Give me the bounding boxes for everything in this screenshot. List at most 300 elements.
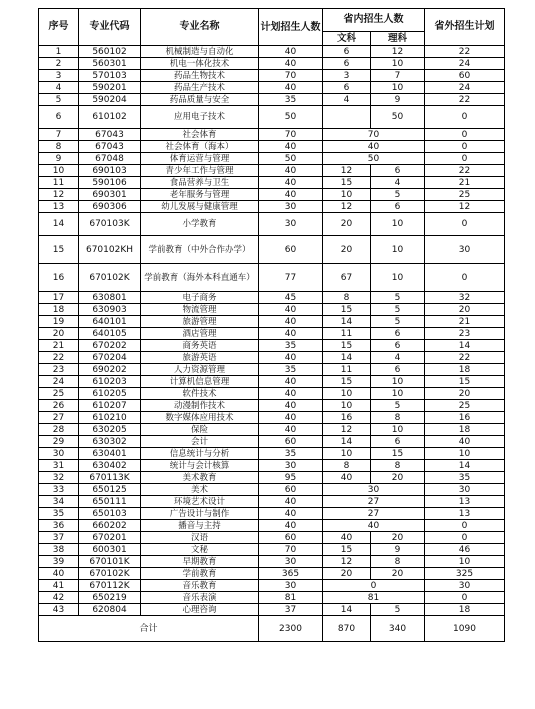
cell-no: 27 [39,412,79,424]
cell-code: 67043 [79,141,141,153]
cell-plan: 77 [259,264,323,292]
cell-out: 22 [425,165,505,177]
cell-li: 10 [371,236,425,264]
cell-no: 18 [39,304,79,316]
cell-name: 人力资源管理 [141,364,259,376]
cell-no: 28 [39,424,79,436]
cell-no: 17 [39,292,79,304]
cell-wen: 10 [323,448,371,460]
cell-no: 40 [39,568,79,580]
cell-name: 美术教育 [141,472,259,484]
cell-li: 10 [371,82,425,94]
table-row [39,472,505,484]
table-row [39,165,505,177]
cell-li: 6 [371,340,425,352]
cell-plan: 40 [259,520,323,532]
table-row [39,436,505,448]
cell-code: 590106 [79,177,141,189]
cell-inprov-merged: 0 [323,580,425,592]
cell-li: 6 [371,364,425,376]
cell-wen: 10 [323,400,371,412]
cell-li: 10 [371,376,425,388]
cell-out: 18 [425,604,505,616]
table-row [39,604,505,616]
cell-li: 5 [371,604,425,616]
cell-no: 24 [39,376,79,388]
cell-plan: 40 [259,316,323,328]
cell-plan: 40 [259,328,323,340]
cell-name: 物流管理 [141,304,259,316]
table-row [39,82,505,94]
cell-no: 42 [39,592,79,604]
table-row [39,153,505,165]
cell-name: 体育运营与管理 [141,153,259,165]
cell-plan: 70 [259,70,323,82]
cell-name: 动漫制作技术 [141,400,259,412]
cell-name: 酒店管理 [141,328,259,340]
cell-name: 学前教育（中外合作办学） [141,236,259,264]
cell-code: 560301 [79,58,141,70]
table-row [39,412,505,424]
table-row [39,568,505,580]
table-row [39,448,505,460]
cell-plan: 40 [259,496,323,508]
cell-no: 9 [39,153,79,165]
cell-code: 630402 [79,460,141,472]
cell-wen: 11 [323,364,371,376]
cell-no: 31 [39,460,79,472]
cell-name: 心理咨询 [141,604,259,616]
cell-plan: 45 [259,292,323,304]
cell-out: 14 [425,340,505,352]
cell-wen: 15 [323,177,371,189]
cell-code: 630205 [79,424,141,436]
table-row [39,328,505,340]
cell-li: 10 [371,58,425,70]
cell-name: 社会体育 [141,129,259,141]
cell-code: 650103 [79,508,141,520]
cell-code: 67048 [79,153,141,165]
cell-out: 25 [425,400,505,412]
cell-plan: 35 [259,364,323,376]
table-row [39,106,505,129]
cell-li: 20 [371,472,425,484]
cell-name: 食品营养与卫生 [141,177,259,189]
table-row [39,484,505,496]
cell-plan: 70 [259,544,323,556]
cell-plan: 40 [259,304,323,316]
cell-name: 音乐教育 [141,580,259,592]
cell-inprov-merged: 30 [323,484,425,496]
cell-code: 650219 [79,592,141,604]
header-row [39,9,505,32]
cell-name: 音乐表演 [141,592,259,604]
cell-li: 8 [371,556,425,568]
cell-inprov-merged: 70 [323,129,425,141]
cell-li: 8 [371,412,425,424]
table-row [39,520,505,532]
table-row [39,316,505,328]
cell-plan: 30 [259,460,323,472]
cell-wen: 40 [323,532,371,544]
cell-code: 650125 [79,484,141,496]
table-row [39,592,505,604]
cell-name: 会计 [141,436,259,448]
cell-code: 610210 [79,412,141,424]
cell-wen: 10 [323,189,371,201]
cell-plan: 30 [259,213,323,236]
cell-plan: 70 [259,129,323,141]
cell-plan: 40 [259,352,323,364]
cell-li: 6 [371,328,425,340]
cell-no: 22 [39,352,79,364]
table-row [39,292,505,304]
cell-plan: 40 [259,412,323,424]
cell-wen: 14 [323,604,371,616]
table-row [39,364,505,376]
cell-no: 34 [39,496,79,508]
cell-plan: 60 [259,436,323,448]
cell-out: 13 [425,508,505,520]
cell-li: 4 [371,177,425,189]
cell-name: 老年服务与管理 [141,189,259,201]
cell-wen: 12 [323,556,371,568]
cell-out: 0 [425,520,505,532]
cell-li: 10 [371,388,425,400]
header-name: 专业名称 [141,9,259,46]
cell-name: 保险 [141,424,259,436]
table-row [39,94,505,106]
cell-no: 8 [39,141,79,153]
cell-wen: 67 [323,264,371,292]
cell-no: 15 [39,236,79,264]
cell-out: 24 [425,58,505,70]
cell-out: 0 [425,106,505,129]
cell-out: 20 [425,304,505,316]
cell-code: 690306 [79,201,141,213]
total-row [39,616,505,642]
table-row [39,189,505,201]
cell-plan: 40 [259,165,323,177]
cell-li: 9 [371,544,425,556]
cell-inprov-merged: 50 [323,153,425,165]
cell-plan: 40 [259,46,323,58]
cell-name: 幼儿发展与健康管理 [141,201,259,213]
cell-li: 6 [371,436,425,448]
cell-wen: 6 [323,46,371,58]
cell-plan: 50 [259,106,323,129]
cell-plan: 40 [259,177,323,189]
cell-out: 32 [425,292,505,304]
cell-out: 18 [425,364,505,376]
cell-code: 640101 [79,316,141,328]
cell-no: 3 [39,70,79,82]
cell-plan: 60 [259,532,323,544]
cell-code: 670102KH [79,236,141,264]
total-li: 340 [371,616,425,642]
cell-no: 32 [39,472,79,484]
cell-out: 14 [425,460,505,472]
cell-plan: 81 [259,592,323,604]
cell-wen: 8 [323,292,371,304]
cell-wen: 3 [323,70,371,82]
cell-no: 19 [39,316,79,328]
cell-plan: 40 [259,388,323,400]
cell-name: 统计与会计核算 [141,460,259,472]
cell-plan: 50 [259,153,323,165]
total-out: 1090 [425,616,505,642]
cell-wen [323,106,371,129]
cell-name: 机械制造与自动化 [141,46,259,58]
cell-li: 5 [371,189,425,201]
cell-wen: 12 [323,424,371,436]
cell-plan: 365 [259,568,323,580]
table-row [39,400,505,412]
cell-code: 560102 [79,46,141,58]
total-wen: 870 [323,616,371,642]
cell-code: 670202 [79,340,141,352]
table-row [39,46,505,58]
cell-name: 机电一体化技术 [141,58,259,70]
cell-code: 660202 [79,520,141,532]
cell-plan: 40 [259,508,323,520]
cell-li: 20 [371,568,425,580]
cell-no: 2 [39,58,79,70]
cell-out: 16 [425,412,505,424]
cell-name: 汉语 [141,532,259,544]
cell-plan: 30 [259,201,323,213]
cell-wen: 40 [323,472,371,484]
table-row [39,70,505,82]
cell-wen: 10 [323,388,371,400]
cell-wen: 6 [323,58,371,70]
total-plan: 2300 [259,616,323,642]
cell-no: 30 [39,448,79,460]
cell-code: 670101K [79,556,141,568]
cell-code: 670204 [79,352,141,364]
total-label: 合计 [39,616,259,642]
cell-no: 11 [39,177,79,189]
table-row [39,352,505,364]
cell-code: 670103K [79,213,141,236]
cell-plan: 40 [259,58,323,70]
cell-no: 26 [39,400,79,412]
cell-wen: 15 [323,376,371,388]
cell-name: 软件技术 [141,388,259,400]
cell-out: 25 [425,189,505,201]
cell-out: 0 [425,592,505,604]
table-row [39,213,505,236]
cell-out: 22 [425,352,505,364]
header-plan: 计划招生人数 [259,9,323,46]
table-row [39,376,505,388]
cell-no: 21 [39,340,79,352]
table-row [39,58,505,70]
cell-plan: 30 [259,556,323,568]
cell-name: 药品生物技术 [141,70,259,82]
header-li: 理科 [371,32,425,46]
table-row [39,580,505,592]
cell-code: 600301 [79,544,141,556]
cell-no: 38 [39,544,79,556]
cell-no: 23 [39,364,79,376]
cell-plan: 35 [259,340,323,352]
cell-inprov-merged: 81 [323,592,425,604]
cell-wen: 14 [323,436,371,448]
cell-plan: 40 [259,82,323,94]
cell-no: 16 [39,264,79,292]
cell-out: 10 [425,556,505,568]
cell-no: 35 [39,508,79,520]
cell-name: 计算机信息管理 [141,376,259,388]
cell-code: 690202 [79,364,141,376]
cell-name: 应用电子技术 [141,106,259,129]
cell-out: 0 [425,129,505,141]
cell-wen: 11 [323,328,371,340]
cell-out: 0 [425,153,505,165]
cell-li: 15 [371,448,425,460]
cell-name: 小学教育 [141,213,259,236]
table-row [39,532,505,544]
header-wen: 文科 [323,32,371,46]
cell-wen: 16 [323,412,371,424]
cell-code: 690103 [79,165,141,177]
table-row [39,388,505,400]
cell-out: 20 [425,388,505,400]
cell-li: 10 [371,264,425,292]
cell-no: 6 [39,106,79,129]
cell-code: 630302 [79,436,141,448]
cell-code: 670102K [79,568,141,580]
cell-inprov-merged: 40 [323,520,425,532]
cell-wen: 15 [323,304,371,316]
cell-no: 37 [39,532,79,544]
cell-out: 30 [425,484,505,496]
cell-plan: 35 [259,94,323,106]
cell-inprov-merged: 27 [323,508,425,520]
table-row [39,556,505,568]
cell-name: 电子商务 [141,292,259,304]
cell-wen: 4 [323,94,371,106]
cell-name: 青少年工作与管理 [141,165,259,177]
cell-li: 10 [371,424,425,436]
cell-plan: 40 [259,400,323,412]
cell-code: 630801 [79,292,141,304]
cell-li: 4 [371,352,425,364]
cell-code: 670201 [79,532,141,544]
cell-no: 5 [39,94,79,106]
cell-no: 13 [39,201,79,213]
table-row [39,304,505,316]
cell-code: 610203 [79,376,141,388]
cell-plan: 60 [259,236,323,264]
table-row [39,201,505,213]
cell-out: 0 [425,264,505,292]
cell-out: 46 [425,544,505,556]
cell-out: 10 [425,448,505,460]
cell-code: 630903 [79,304,141,316]
cell-out: 60 [425,70,505,82]
cell-name: 学前教育（海外本科直通车） [141,264,259,292]
cell-wen: 6 [323,82,371,94]
table-row [39,424,505,436]
table-row [39,460,505,472]
header-no: 序号 [39,9,79,46]
cell-code: 690301 [79,189,141,201]
cell-inprov-merged: 27 [323,496,425,508]
cell-li: 5 [371,316,425,328]
cell-name: 文秘 [141,544,259,556]
cell-li: 20 [371,532,425,544]
table-row [39,340,505,352]
cell-wen: 8 [323,460,371,472]
cell-wen: 20 [323,568,371,580]
cell-code: 610207 [79,400,141,412]
cell-wen: 14 [323,352,371,364]
cell-name: 学前教育 [141,568,259,580]
cell-code: 650111 [79,496,141,508]
cell-no: 14 [39,213,79,236]
cell-no: 36 [39,520,79,532]
cell-no: 41 [39,580,79,592]
cell-out: 12 [425,201,505,213]
cell-no: 7 [39,129,79,141]
table-row [39,264,505,292]
cell-plan: 95 [259,472,323,484]
cell-wen: 20 [323,236,371,264]
cell-out: 24 [425,82,505,94]
cell-no: 25 [39,388,79,400]
cell-li: 10 [371,213,425,236]
cell-out: 325 [425,568,505,580]
cell-plan: 40 [259,189,323,201]
cell-name: 社会体育（海本） [141,141,259,153]
cell-no: 29 [39,436,79,448]
header-inprov: 省内招生人数 [323,9,425,32]
enrollment-plan-sheet [38,8,505,642]
cell-name: 旅游英语 [141,352,259,364]
cell-out: 0 [425,532,505,544]
table-row [39,236,505,264]
cell-out: 22 [425,94,505,106]
cell-plan: 40 [259,376,323,388]
cell-code: 590204 [79,94,141,106]
cell-no: 4 [39,82,79,94]
cell-name: 早期教育 [141,556,259,568]
cell-out: 35 [425,472,505,484]
cell-inprov-merged: 40 [323,141,425,153]
cell-li: 5 [371,292,425,304]
cell-plan: 40 [259,141,323,153]
cell-code: 570103 [79,70,141,82]
cell-out: 21 [425,177,505,189]
cell-name: 美术 [141,484,259,496]
table-row [39,508,505,520]
cell-name: 环境艺术设计 [141,496,259,508]
cell-wen: 15 [323,544,371,556]
cell-out: 21 [425,316,505,328]
cell-plan: 60 [259,484,323,496]
header-outprov: 省外招生计划 [425,9,505,46]
cell-name: 旅游管理 [141,316,259,328]
cell-name: 广告设计与制作 [141,508,259,520]
table-row [39,129,505,141]
cell-plan: 37 [259,604,323,616]
cell-li: 50 [371,106,425,129]
cell-li: 9 [371,94,425,106]
cell-li: 8 [371,460,425,472]
cell-li: 6 [371,165,425,177]
